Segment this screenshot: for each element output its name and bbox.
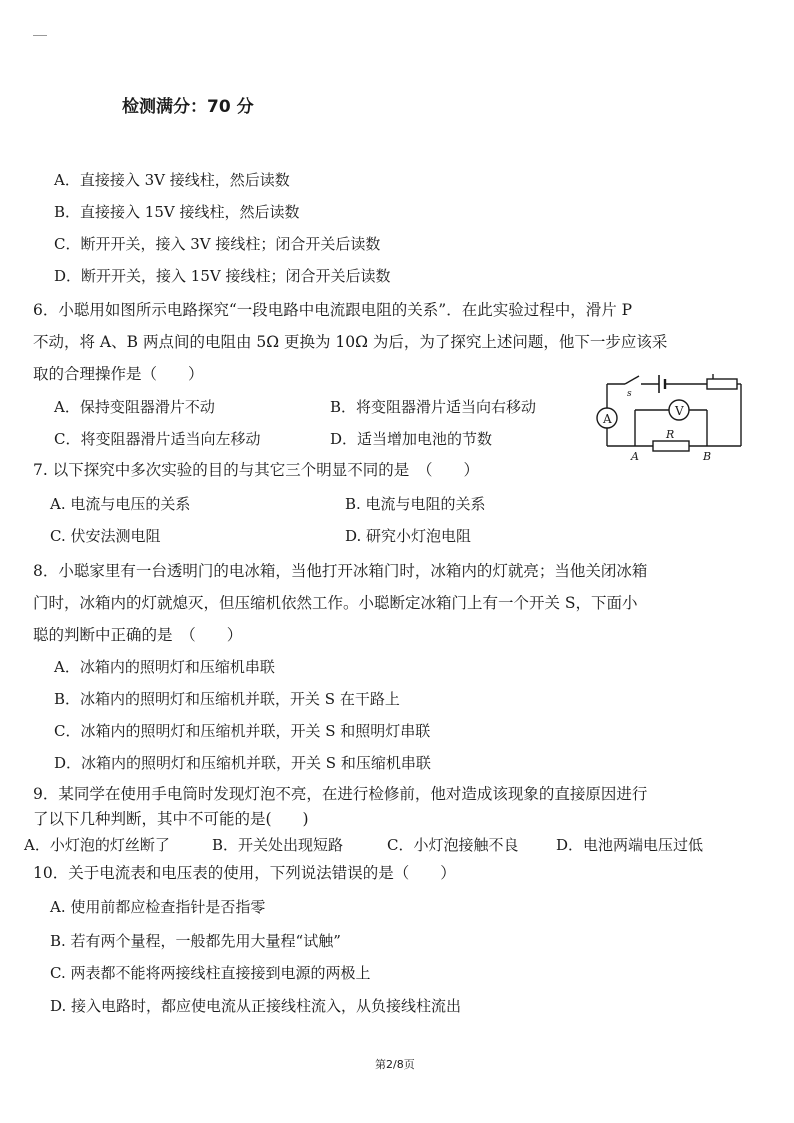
q5-option-d: D．断开开关，接入 15V 接线柱；闭合开关后读数 [54,267,391,285]
q6-option-c: C．将变阻器滑片适当向左移动 [54,430,261,448]
q9-option-d: D．电池两端电压过低 [556,836,704,854]
q6-stem-line-2: 不动，将 A、B 两点间的电阻由 5Ω 更换为 10Ω 为后，为了探究上述问题，他下一步应该采 [33,333,668,351]
q10-stem: 10．关于电流表和电压表的使用，下列说法错误的是（ ） [33,864,456,882]
q6-stem-line-3: 取的合理操作是（ ） [33,365,204,383]
q9-option-b: B．开关处出现短路 [212,836,344,854]
q8-stem-line-3: 聪的判断中正确的是 （ ） [33,626,243,644]
switch-label: s [627,389,632,399]
q7-stem: 7. 以下探究中多次实验的目的与其它三个明显不同的是 （ ） [33,461,479,479]
point-a-label: A [631,450,639,462]
scan-mark [33,35,47,36]
q9-option-c: C．小灯泡接触不良 [387,836,519,854]
q10-option-b: B. 若有两个量程，一般都先用大量程“试触” [50,932,341,950]
q8-stem-line-2: 门时，冰箱内的灯就熄灭，但压缩机依然工作。小聪断定冰箱门上有一个开关 S，下面小 [33,594,638,612]
page-number: 第2/8页 [375,1058,415,1071]
q8-option-b: B．冰箱内的照明灯和压缩机并联，开关 S 在干路上 [54,690,400,708]
q8-option-d: D．冰箱内的照明灯和压缩机并联，开关 S 和压缩机串联 [54,754,431,772]
q5-option-a: A．直接接入 3V 接线柱，然后读数 [54,171,290,189]
q6-option-a: A．保持变阻器滑片不动 [54,398,215,416]
point-b-label: B [703,450,712,462]
q8-option-c: C．冰箱内的照明灯和压缩机并联，开关 S 和照明灯串联 [54,722,431,740]
q7-option-a: A. 电流与电压的关系 [50,495,191,513]
score-header: 检测满分：70 分 [122,97,254,117]
q6-option-b: B．将变阻器滑片适当向右移动 [330,398,537,416]
q7-option-d: D. 研究小灯泡电阻 [345,527,472,545]
q6-stem-line-1: 6．小聪用如图所示电路探究“一段电路中电流跟电阻的关系”．在此实验过程中，滑片 P [33,301,633,319]
ammeter-label: A [603,412,612,426]
circuit-diagram [595,370,745,462]
q10-option-d: D. 接入电路时，都应使电流从正接线柱流入，从负接线柱流出 [50,997,462,1015]
q5-option-b: B．直接接入 15V 接线柱，然后读数 [54,203,300,221]
q6-option-d: D．适当增加电池的节数 [330,430,493,448]
q8-option-a: A．冰箱内的照明灯和压缩机串联 [54,658,275,676]
q7-option-b: B. 电流与电阻的关系 [345,495,486,513]
q9-option-a: A．小灯泡的灯丝断了 [24,836,170,854]
q9-stem-line-1: 9．某同学在使用手电筒时发现灯泡不亮，在进行检修前，他对造成该现象的直接原因进行 [33,785,648,803]
resistor-label: R [666,428,675,441]
q7-option-c: C. 伏安法测电阻 [50,527,161,545]
q9-stem-line-2: 了以下几种判断，其中不可能的是( ) [33,810,309,828]
q10-option-a: A. 使用前都应检查指针是否指零 [50,898,266,916]
q10-option-c: C. 两表都不能将两接线柱直接接到电源的两极上 [50,964,371,982]
voltmeter-label: V [675,404,684,418]
q5-option-c: C．断开开关，接入 3V 接线柱；闭合开关后读数 [54,235,381,253]
q8-stem-line-1: 8．小聪家里有一台透明门的电冰箱，当他打开冰箱门时，冰箱内的灯就亮；当他关闭冰箱 [33,562,648,580]
